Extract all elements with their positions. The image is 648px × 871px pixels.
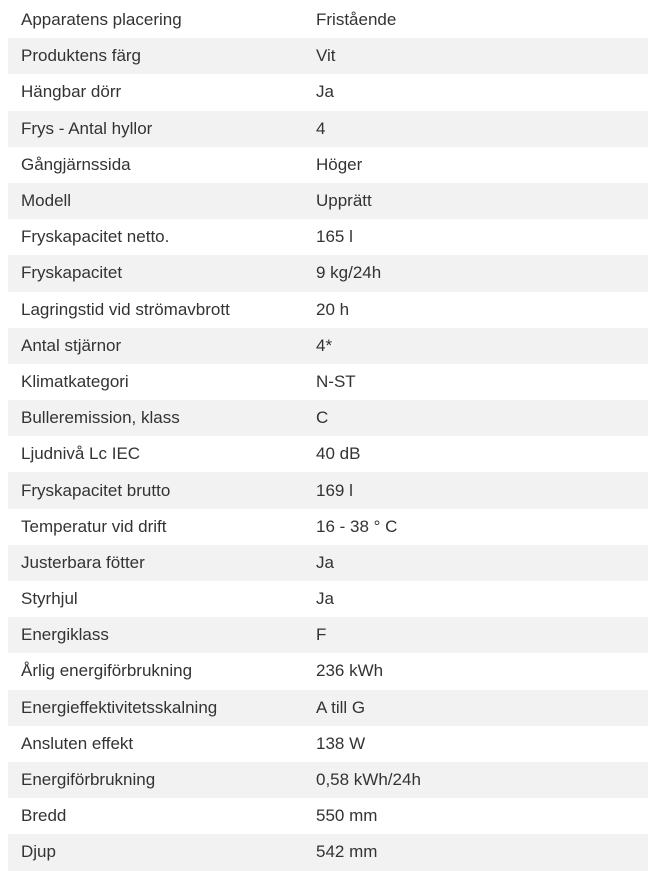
- spec-value: 4: [303, 111, 648, 147]
- spec-row: [8, 38, 648, 74]
- spec-row: [8, 545, 648, 581]
- spec-value: Ja: [303, 545, 648, 581]
- spec-label: Energiförbrukning: [8, 762, 303, 798]
- spec-row: [8, 400, 648, 436]
- spec-value: 9 kg/24h: [303, 255, 648, 291]
- spec-label: Fryskapacitet: [8, 255, 303, 291]
- spec-label: Klimatkategori: [21, 371, 129, 391]
- spec-label: Produktens färg: [8, 38, 303, 74]
- spec-row: [8, 726, 648, 762]
- spec-value: 40 dB: [316, 444, 361, 464]
- spec-value: 236 kWh: [316, 661, 384, 681]
- spec-label: Styrhjul: [21, 589, 78, 609]
- spec-value: N-ST: [316, 371, 356, 391]
- spec-value: Upprätt: [303, 183, 648, 219]
- spec-label: Ansluten effekt: [21, 733, 134, 753]
- spec-row: [8, 292, 648, 328]
- spec-row: [8, 328, 648, 364]
- spec-label: Temperatur vid drift: [21, 516, 167, 536]
- spec-value: 0,58 kWh/24h: [303, 762, 648, 798]
- spec-value: Höger: [316, 154, 363, 174]
- spec-value: Ja: [316, 82, 334, 102]
- spec-value: 550 mm: [316, 806, 378, 826]
- spec-label: Hängbar dörr: [21, 82, 122, 102]
- spec-row: [8, 617, 648, 653]
- spec-value: Ja: [316, 589, 334, 609]
- spec-table-body: [8, 2, 648, 871]
- spec-row: [8, 653, 648, 689]
- spec-value: Fristående: [316, 10, 397, 30]
- spec-table: [8, 2, 648, 871]
- spec-row: [8, 74, 648, 110]
- spec-row: [8, 472, 648, 508]
- spec-value: 138 W: [316, 733, 366, 753]
- spec-value: Vit: [303, 38, 648, 74]
- spec-label: Energieffektivitetsskalning: [8, 690, 303, 726]
- spec-value: 169 l: [303, 472, 648, 508]
- spec-label: Justerbara fötter: [8, 545, 303, 581]
- spec-label: Apparatens placering: [21, 10, 182, 30]
- spec-row: [8, 834, 648, 870]
- spec-label: Bulleremission, klass: [8, 400, 303, 436]
- spec-row: [8, 183, 648, 219]
- spec-value: A till G: [303, 690, 648, 726]
- spec-row: [8, 219, 648, 255]
- spec-label: Frys - Antal hyllor: [8, 111, 303, 147]
- spec-label: Lagringstid vid strömavbrott: [21, 299, 230, 319]
- spec-row: [8, 364, 648, 400]
- spec-row: [8, 762, 648, 798]
- spec-row: [8, 798, 648, 834]
- spec-value: 16 - 38 ° C: [316, 516, 398, 536]
- spec-label: Fryskapacitet netto.: [21, 227, 170, 247]
- spec-value: 20 h: [316, 299, 350, 319]
- spec-row: [8, 147, 648, 183]
- spec-row: [8, 111, 648, 147]
- spec-value: F: [303, 617, 648, 653]
- spec-row: [8, 581, 648, 617]
- spec-row: [8, 690, 648, 726]
- spec-label: Fryskapacitet brutto: [8, 472, 303, 508]
- spec-label: Bredd: [21, 806, 67, 826]
- spec-row: [8, 255, 648, 291]
- spec-label: Årlig energiförbrukning: [21, 661, 193, 681]
- spec-label: Antal stjärnor: [8, 328, 303, 364]
- spec-row: [8, 436, 648, 472]
- spec-value: 542 mm: [303, 834, 648, 870]
- spec-label: Gångjärnssida: [21, 154, 131, 174]
- spec-value: 4*: [303, 328, 648, 364]
- spec-value: 165 l: [316, 227, 353, 247]
- spec-label: Ljudnivå Lc IEC: [21, 444, 141, 464]
- spec-label: Modell: [8, 183, 303, 219]
- spec-label: Energiklass: [8, 617, 303, 653]
- spec-row: [8, 2, 648, 38]
- spec-label: Djup: [8, 834, 303, 870]
- spec-row: [8, 509, 648, 545]
- spec-value: C: [303, 400, 648, 436]
